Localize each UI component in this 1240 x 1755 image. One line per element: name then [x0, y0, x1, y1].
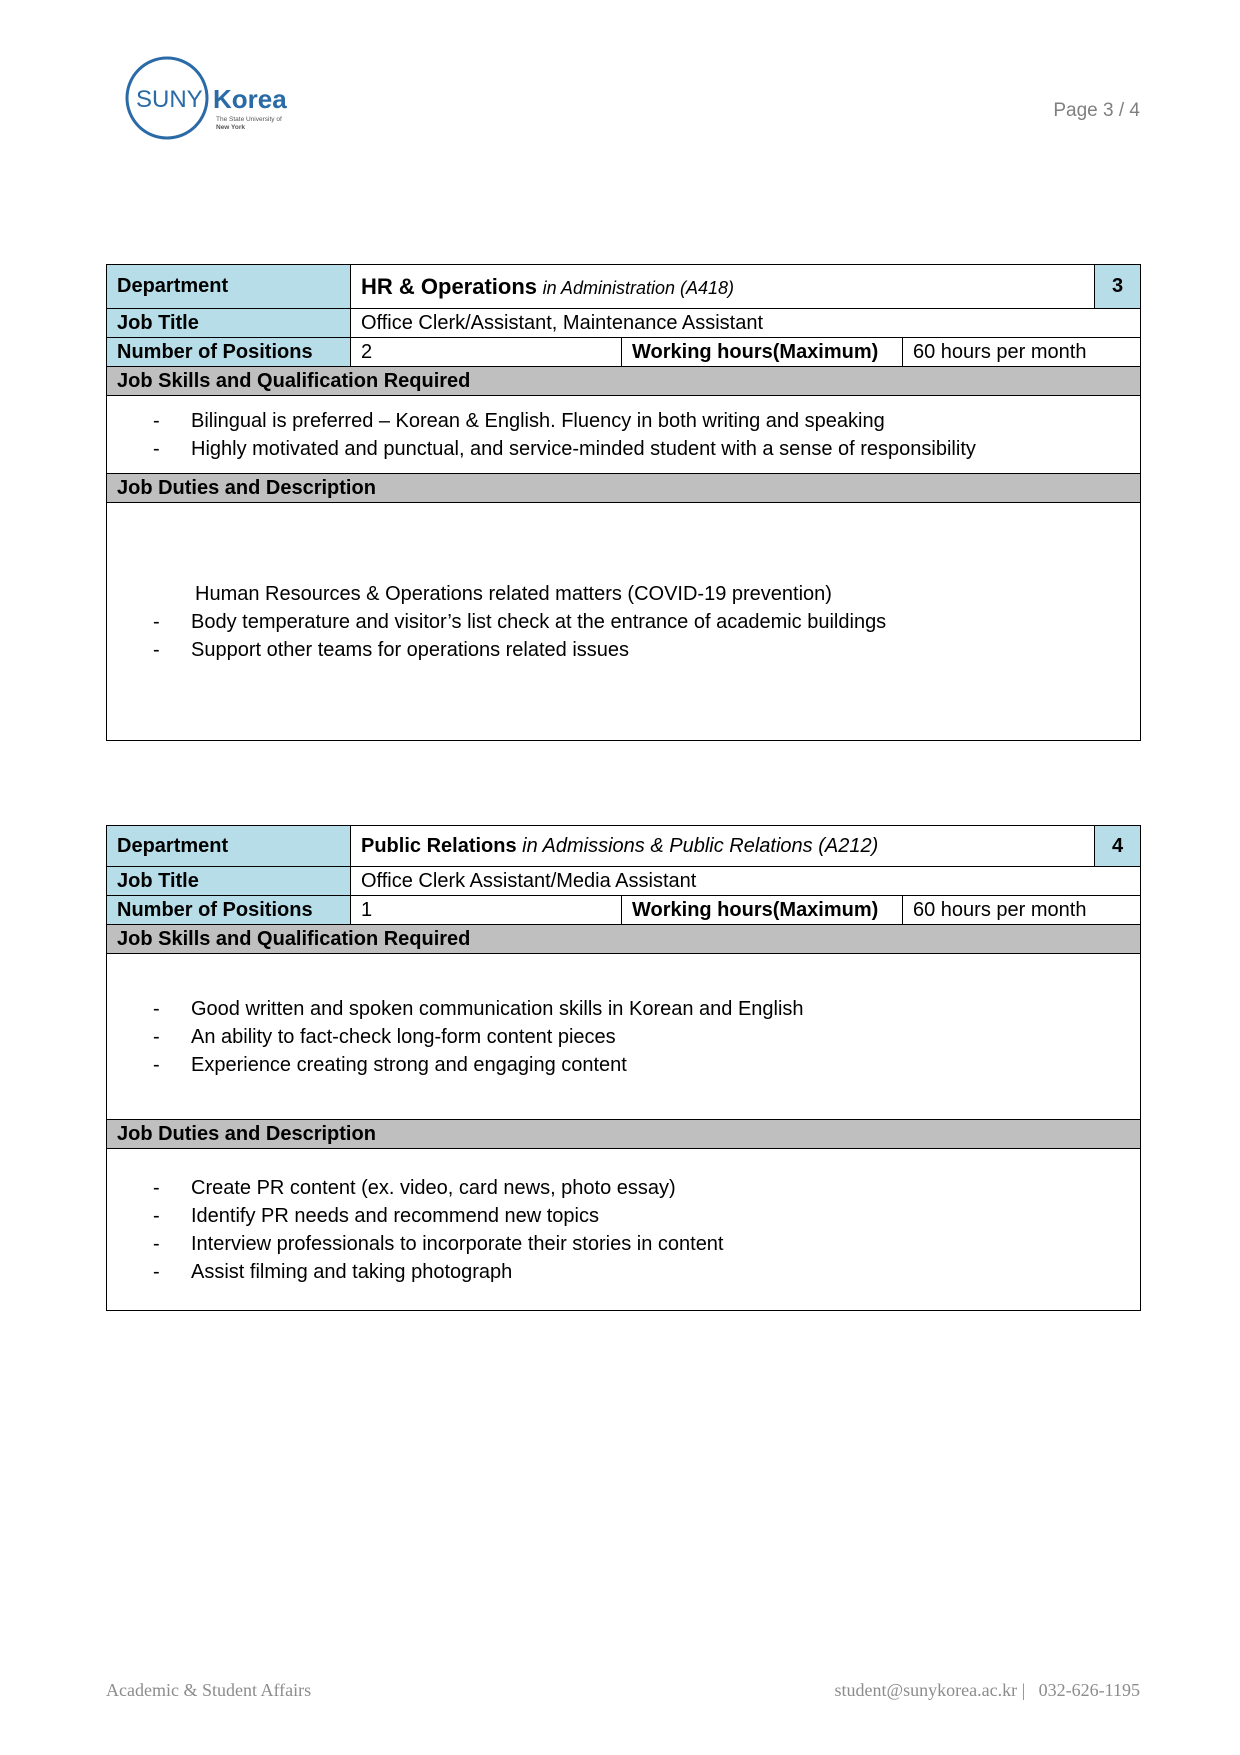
skills-cell	[107, 954, 1141, 1120]
duties-cell	[107, 503, 1141, 741]
job-title-value: Office Clerk/Assistant, Maintenance Assistant	[351, 309, 1141, 338]
department-name: Public Relations	[361, 834, 517, 857]
duties-header: Job Duties and Description	[107, 1120, 1141, 1149]
job-title-label: Job Title	[107, 867, 351, 896]
positions-label: Number of Positions	[107, 338, 351, 367]
duty-text: Interview professionals to incorporate their stories in content	[191, 1232, 724, 1255]
positions-value: 1	[351, 896, 622, 925]
duty-text: Identify PR needs and recommend new topics	[191, 1204, 599, 1227]
list-item: - Interview professionals to incorporate their stories in content	[153, 1232, 724, 1255]
list-item: - Assist filming and taking photograph	[153, 1260, 513, 1283]
list-item: - Body temperature and visitor’s list check at the entrance of academic buildings	[153, 610, 887, 633]
duties-list	[107, 1174, 1140, 1286]
list-item: - Identify PR needs and recommend new topics	[153, 1204, 599, 1227]
logo-korea-text: Korea	[213, 84, 287, 114]
skills-header: Job Skills and Qualification Required	[107, 925, 1141, 954]
logo-tagline-1: The State University of	[216, 116, 282, 123]
job-table-3	[106, 264, 1141, 741]
duties-header: Job Duties and Description	[107, 474, 1141, 503]
duty-text: Create PR content (ex. video, card news, photo essay)	[191, 1176, 676, 1199]
list-item: - Support other teams for operations related issues	[153, 638, 630, 661]
list-item: - An ability to fact-check long-form content pieces	[153, 1025, 616, 1048]
department-name: HR & Operations	[361, 273, 538, 299]
list-item: - Highly motivated and punctual, and service-minded student with a sense of responsibility	[153, 437, 976, 460]
skill-text: Bilingual is preferred – Korean & English. Fluency in both writing and speaking	[191, 409, 885, 432]
department-label: Department	[107, 826, 351, 867]
footer-department: Academic & Student Affairs	[106, 1680, 312, 1700]
hours-value: 60 hours per month	[903, 338, 1141, 367]
duty-text: Body temperature and visitor’s list check at the entrance of academic buildings	[191, 610, 887, 633]
job-number: 3	[1095, 265, 1141, 309]
footer-contact: student@sunykorea.ac.kr | 032-626-1195	[834, 1680, 1140, 1700]
positions-value: 2	[351, 338, 622, 367]
positions-label: Number of Positions	[107, 896, 351, 925]
job-title-label: Job Title	[107, 309, 351, 338]
skills-cell	[107, 396, 1141, 474]
job-title-value: Office Clerk Assistant/Media Assistant	[351, 867, 1141, 896]
hours-value: 60 hours per month	[903, 896, 1141, 925]
logo-suny-text: SUNY	[136, 86, 203, 113]
job-number: 4	[1095, 826, 1141, 867]
skills-list	[107, 995, 1140, 1079]
list-item: - Bilingual is preferred – Korean & English. Fluency in both writing and speaking	[153, 409, 885, 432]
page-number: Page 3 / 4	[1053, 100, 1140, 121]
skills-list	[107, 407, 1140, 463]
list-item: - Create PR content (ex. video, card news, photo essay)	[153, 1176, 676, 1199]
duties-cell	[107, 1149, 1141, 1311]
skill-text: Good written and spoken communication skills in Korean and English	[191, 997, 804, 1020]
duties-intro: Human Resources & Operations related matters (COVID-19 prevention)	[195, 582, 832, 605]
department-sub: in Administration (A418)	[542, 277, 735, 298]
suny-korea-logo	[125, 54, 295, 144]
department-label: Department	[107, 265, 351, 309]
logo-tagline-2: New York	[216, 124, 246, 131]
job-table-4	[106, 825, 1141, 1311]
duties-list	[107, 608, 1140, 664]
duty-text: Support other teams for operations related issues	[191, 638, 630, 661]
skill-text: Highly motivated and punctual, and service-minded student with a sense of responsibility	[191, 437, 976, 460]
duty-text: Assist filming and taking photograph	[191, 1260, 513, 1283]
skill-text: Experience creating strong and engaging content	[191, 1053, 627, 1076]
list-item: - Experience creating strong and engaging content	[153, 1053, 627, 1076]
department-value	[351, 265, 1095, 309]
skills-header: Job Skills and Qualification Required	[107, 367, 1141, 396]
department-value	[351, 826, 1095, 867]
skill-text: An ability to fact-check long-form content pieces	[191, 1025, 616, 1048]
department-sub: in Admissions & Public Relations (A212)	[522, 834, 879, 857]
hours-label: Working hours(Maximum)	[622, 896, 903, 925]
hours-label: Working hours(Maximum)	[622, 338, 903, 367]
list-item: - Good written and spoken communication skills in Korean and English	[153, 997, 804, 1020]
